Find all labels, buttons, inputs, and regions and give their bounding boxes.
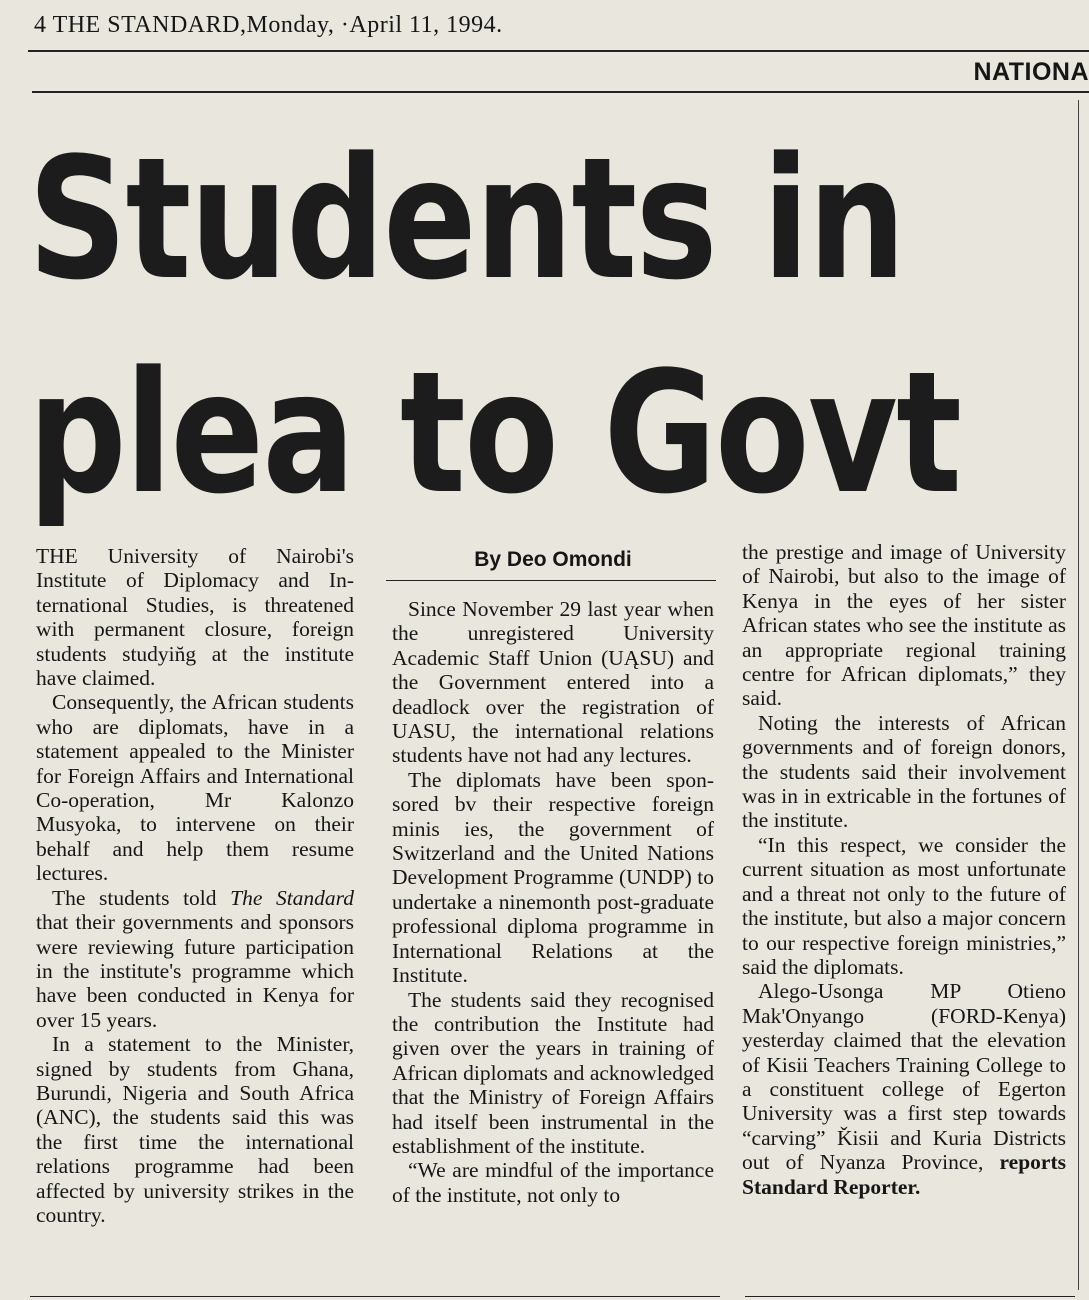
paragraph-text: that their governments and sponsors were reviewing future participation in the institute's programme which have been conducted in Kenya for over 15 years. — [36, 910, 354, 1032]
byline-rule — [386, 580, 716, 581]
paragraph — [742, 979, 1066, 1199]
bottom-rule-right — [745, 1296, 1075, 1297]
paragraph: THE University of Nairobi's Institute of Diplomacy and International Studies, is threatened with permanent closure, foreign students studyin̆g at the institute have claimed. — [36, 544, 354, 691]
paragraph: the prestige and image of University of Nairobi, but also to the image of Kenya in the eyes of her sister African states who see the institute as an appropriate regional training centre for African diplomats,” they said. — [742, 540, 1066, 711]
paragraph: “In this respect, we consider the current situation as most unfortunate and a threat not only to the future of the institute, but also a major concern to our respective foreign ministries,” said the diplomats. — [742, 832, 1066, 979]
masthead-top-rule — [28, 50, 1089, 52]
paragraph: The students said they recognised the contribution the Institute had given over the years in training of African diplomats and acknowledged that the Ministry of Foreign Affairs had itself been instrumental in the establishment of the institute. — [392, 987, 714, 1158]
paragraph: Noting the interests of African governments and of foreign donors, the students said their involvement was in in extricable in the fortunes of the institute. — [742, 710, 1066, 833]
paragraph: In a statement to the Minister, signed by students from Ghana, Burundi, Nigeria and South Africa (ANC), the students said this was the first time the international relations programme had been affected by university strikes in the country. — [36, 1032, 354, 1227]
section-label: NATIONA — [973, 58, 1089, 86]
paragraph: “We are mindful of the importance of the institute, not only to — [392, 1158, 714, 1207]
reporter-credit: reports Standard Reporter. — [742, 1150, 1066, 1199]
paragraph: The diplomats have been sponsored bv their respective foreign minis ies, the government of Switzerland and the United Nations Development Programme (UNDP) to undertake a ninemonth post-graduate professional diploma programme in International Relations at the Institute. — [392, 767, 714, 988]
paragraph: Consequently, the African students who are diplomats, have in a statement appealed to the Minister for Foreign Affairs and International Co-operation, Mr Kalonzo Musyoka, to intervene on their behalf and help them resume lectures. — [36, 690, 354, 886]
bottom-rule-left — [30, 1296, 720, 1297]
article-column-2 — [392, 597, 714, 1207]
publication-name: The Standard — [230, 885, 354, 910]
page-folio: 4 THE STANDARD,Monday, ·April 11, 1994. — [34, 12, 503, 38]
article-column-3 — [742, 540, 1066, 1199]
headline-line-2: plea to Govt — [28, 335, 961, 531]
headline-line-1: Students in — [28, 121, 905, 317]
article-column-1 — [36, 544, 354, 1227]
masthead-bottom-rule — [32, 91, 1089, 93]
right-column-rule — [1078, 100, 1079, 1290]
paragraph — [36, 886, 354, 1032]
paragraph-text: Alego-Usonga MP Otieno Mak'Onyango (FORD-Kenya) yesterday claimed that the elevation of Kisii Teachers Training College to a constituent college of Egerton University was a first step towards “carving” Ǩisii and Kuria Districts out of Nyanza Province, — [742, 979, 1066, 1175]
paragraph: Since November 29 last year when the unregistered University Academic Staff Union (UĄSU) and the Government entered into a deadlock over the registration of UASU, the international relations students have not had any lectures. — [392, 597, 714, 768]
paragraph-text: The students told — [52, 885, 231, 910]
headline — [28, 112, 961, 540]
byline: By Deo Omondi — [474, 548, 632, 571]
